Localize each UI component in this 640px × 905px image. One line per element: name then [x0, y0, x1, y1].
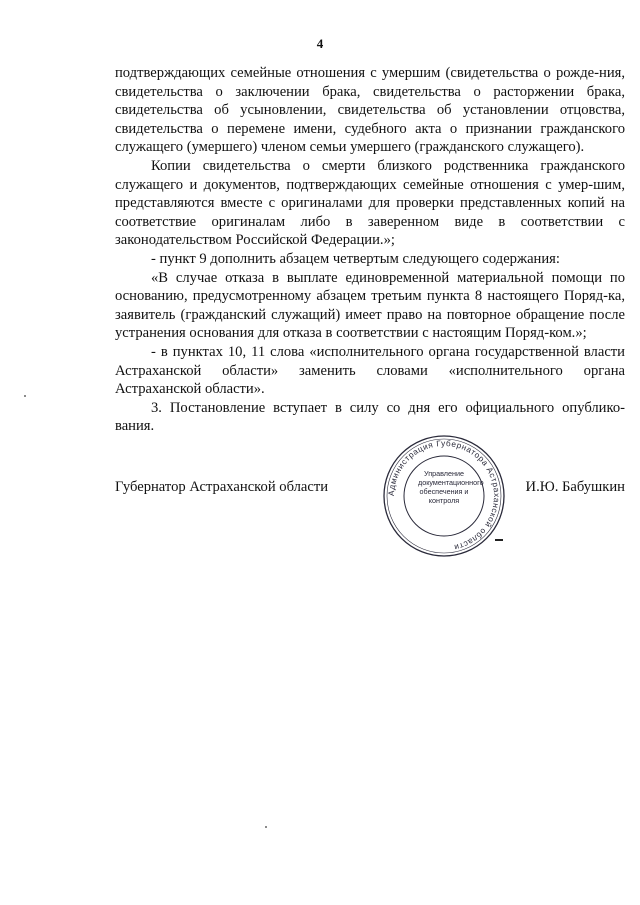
signature-block: [115, 479, 625, 503]
stamp-inner-text: Управление документационного обеспечения и контроля: [418, 469, 484, 505]
handwritten-signature-mark: [495, 539, 503, 541]
scan-dot: [24, 395, 26, 397]
paragraph-copies-submission: Копии свидетельства о смерти близкого родственника гражданского служащего и документов, подтверждающих семейные отношения с умер-шим, представляются вместе с оригиналами для проверки представленных копий на соответствие оригиналам либо в заверенном виде в соответствии с законодательством Российской Федерации.»;: [115, 157, 625, 249]
paragraph-refusal-quote: «В случае отказа в выплате единовременной материальной помощи по основанию, предусмотренному абзацем третьим пункта 8 настоящего Поряд-ка, заявитель (гражданский служащий) имеет право на повторное обращение после устранения основания для отказа в соответствии с настоящим Поряд-ком.»;: [115, 269, 625, 342]
signatory-position: Губернатор Астраханской области: [115, 479, 329, 495]
paragraph-entry-into-force: 3. Постановление вступает в силу со дня его официального опублико-вания.: [115, 399, 625, 435]
paragraph-item9-amendment: - пункт 9 дополнить абзацем четвертым следующего содержания:: [151, 250, 560, 267]
paragraph-items10-11-amendment: - в пунктах 10, 11 слова «исполнительного органа государственной власти Астраханской области» заменить словами «исполнительного органа Астраханской области».: [115, 343, 625, 398]
signatory-name: И.Ю. Бабушкин: [525, 479, 625, 495]
scan-dot: [265, 826, 267, 828]
official-stamp: [380, 432, 508, 560]
document-body: [115, 64, 625, 436]
stamp-ring-text: Администрация Губернатора Астраханской области: [386, 438, 502, 553]
page-number: 4: [316, 36, 324, 51]
paragraph-family-documents: подтверждающих семейные отношения с умершим (свидетельства о рожде-ния, свидетельства о заключении брака, свидетельства о расторжении брака, свидетельства об усыновлении, свидетельства об установлении отцовства, свидетельства о перемене имени, судебного акта о признании гражданского служащего (умершего) членом семьи умершего (гражданского служащего).: [115, 65, 625, 156]
